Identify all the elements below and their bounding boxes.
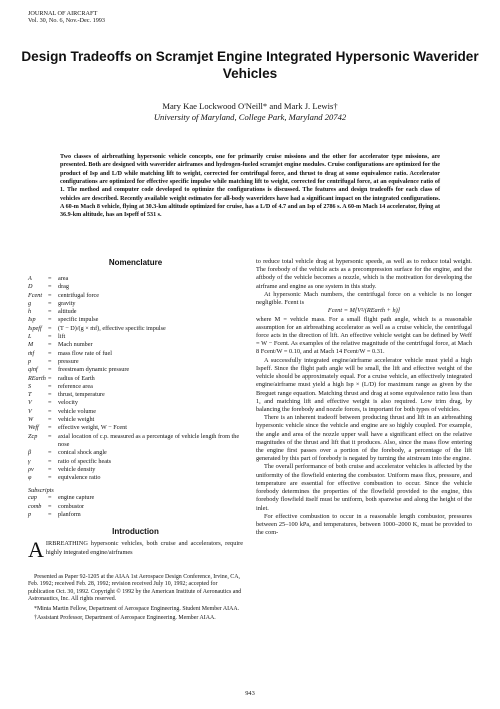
nomenclature-definition: altitude [58,308,77,316]
equals-sign: = [48,502,52,510]
equals-sign: = [48,316,52,324]
nomenclature-heading: Nomenclature [108,258,163,267]
nomenclature-entry [28,424,243,432]
paragraph: The overall performance of both cruise and accelerator vehicles is affected by the uniformity of the flowfield entering the combustor. Uniform mass flux, pressure, and temperature are essential for effective combustion to occur. Since the vehicle forebody determines the properties of the flowfield provided to the engine, this forebody flowfield itself must be uniform, both spanwise and along the height of the inlet. [256,463,472,512]
nomenclature-symbol: V [28,399,32,407]
nomenclature-definition: gravity [58,299,76,307]
author-block [20,101,480,123]
left-column [28,258,243,563]
nomenclature-symbol: W [28,416,34,424]
nomenclature-definition: velocity [58,399,78,407]
nomenclature-entry [28,292,243,300]
nomenclature-symbol: γ [28,457,31,465]
nomenclature-definition: drag [58,283,69,291]
nomenclature-symbol: ṁf [28,349,35,357]
nomenclature-entry [28,494,243,502]
nomenclature-entry [28,458,243,466]
equals-sign: = [48,424,52,432]
nomenclature-definition: vehicle weight [58,416,95,424]
nomenclature-entry [28,466,243,474]
journal-header [28,10,105,25]
equals-sign: = [48,511,52,519]
nomenclature-definition: (T − D)/(g × ṁf), effective specific impulse [58,324,166,332]
nomenclature-definition: vehicle volume [58,407,96,415]
nomenclature-entry [28,358,243,366]
equals-sign: = [48,299,52,307]
nomenclature-symbol: Weff [28,424,39,432]
nomenclature-definition: engine capture [58,494,95,502]
nomenclature-symbol: D [28,283,33,291]
nomenclature-definition: Mach number [58,341,93,349]
footnotes [28,574,243,624]
equals-sign: = [48,407,52,415]
nomenclature-definition: lift [58,333,66,341]
nomenclature-entry [28,399,243,407]
nomenclature-entry [28,474,243,482]
nomenclature-definition: axial location of c.p. measured as a percentage of vehicle length from the nose [58,432,240,448]
nomenclature-entry [28,366,243,374]
nomenclature-entry [28,325,243,333]
nomenclature-symbol: V [28,407,32,415]
equals-sign: = [48,391,52,399]
nomenclature-symbol: Zcp [28,432,38,440]
equals-sign: = [48,349,52,357]
nomenclature-entry [28,275,243,283]
nomenclature-definition: freestream dynamic pressure [58,366,130,374]
paper-title: Design Tradeoffs on Scramjet Engine Integrated Hypersonic Waverider Vehicles [21,49,479,81]
equals-sign: = [48,494,52,502]
authors: Mary Kae Lockwood O'Neill* and Mark J. Lewis† [162,101,338,111]
equals-sign: = [48,308,52,316]
nomenclature-definition: conical shock angle [58,449,107,457]
nomenclature-symbol: p [28,357,32,365]
page-number: 943 [245,690,255,697]
nomenclature-definition: reference area [58,382,93,390]
introduction-text [28,537,243,563]
nomenclature-symbol: Fcent [28,291,43,299]
nomenclature-entry [28,391,243,399]
equals-sign: = [48,291,52,299]
nomenclature-entry [28,283,243,291]
abstract: Two classes of airbreathing hypersonic vehicle concepts, one for primarily cruise missions and the other for accelerator type missions, are presented. Both are designed with waverider airframes and hydrogen-fueled scramjet engine modules. Cruise configurations are optimized for the product of Isp and L/D while matching lift to weight, corrected for centrifugal force, and thrust to drag at some equivalence ratio. Accelerator configurations are optimized for effective specific impulse while matching lift to weight, corrected for centrifugal force, at an equivalence ratio of 1. The method and computer code developed to optimize the configurations is discussed. The features and design tradeoffs for each class of vehicles are described. Recently available weight estimates for all-body waveriders have had a significant impact on the integrated configurations. A 60-m Mach 8 vehicle, flying at 30.3-km altitude optimized for cruise, has a L/D of 4.7 and an Isp of 2786 s. A 60-m Mach 14 accelerator, flying at 36.9-km altitude, has an Ispeff of 531 s. [60,154,440,219]
nomenclature-symbol: φ [28,474,32,482]
footnote-author1: *Minta Martin Fellow, Department of Aerospace Engineering. Student Member AIAA. [34,605,240,612]
nomenclature-symbol: g [28,299,32,307]
nomenclature-entry [28,408,243,416]
paragraph: At hypersonic Mach numbers, the centrifugal force on a vehicle is no longer negligible. Fcent is [256,290,472,307]
nomenclature-entry [28,375,243,383]
nomenclature-definition: mass flow rate of fuel [58,349,112,357]
nomenclature-definition: planform [58,511,81,519]
subscripts-list [28,494,243,519]
equals-sign: = [48,399,52,407]
nomenclature-definition: thrust, temperature [58,391,105,399]
nomenclature-symbol: comb [28,502,42,510]
equals-sign: = [48,333,52,341]
affiliation: University of Maryland, College Park, Maryland 20742 [153,112,347,122]
equals-sign: = [48,357,52,365]
introduction-heading: Introduction [112,527,159,537]
equals-sign: = [48,449,52,457]
nomenclature-symbol: T [28,391,32,399]
equals-sign: = [48,374,52,382]
equals-sign: = [48,432,52,440]
nomenclature-definition: vehicle density [58,465,96,473]
nomenclature-symbol: qinf [28,366,38,374]
journal-issue: Vol. 30, No. 6, Nov.-Dec. 1993 [28,17,105,25]
nomenclature-definition: ratio of specific heats [58,457,112,465]
equals-sign: = [48,457,52,465]
nomenclature-entry [28,449,243,457]
nomenclature-entry [28,416,243,424]
paragraph: For effective combustion to occur in a reasonable length combustor, pressures between 25–100 kPa, and temperatures, between 1000–2000 K, must be provided to the com- [256,512,472,537]
nomenclature-entry [28,503,243,511]
nomenclature-definition: effective weight, W − Fcent [58,424,127,432]
nomenclature-definition: area [58,275,69,282]
equals-sign: = [48,275,52,282]
nomenclature-symbol: Ispeff [28,324,42,332]
equals-sign: = [48,382,52,390]
nomenclature-symbol: p [28,511,32,519]
equals-sign: = [48,474,52,482]
nomenclature-entry [28,333,243,341]
introduction-body: IRBREATHING hypersonic vehicles, both cruise and accelerators, require highly integrated engine/airframes [45,540,243,556]
nomenclature-definition: specific impulse [58,316,99,324]
nomenclature-entry [28,383,243,391]
equals-sign: = [48,366,52,374]
paragraph: to reduce total vehicle drag at hypersonic speeds, as well as to reduce total weight. The forebody of the vehicle acts as a precompression surface for the engine, and the aftbody of the vehicle becomes a nozzle, which is the motivation for developing the airframe and engine as one system in this study. [256,258,472,290]
nomenclature-symbol: β [28,449,32,457]
paragraph: A successfully integrated engine/airframe accelerator vehicle must yield a high Ispeff. Since the flight path angle will be small, the lift and effective weight of the vehicle should be approximately equal. For a cruise vehicle, an effectively integrated engine/airframe must yield a high Isp × (L/D) for maximum range as given by the Breguet range equation. Matching thrust and drag at some equivalence ratio less than 1, and matching lift and effective weight is also required. Low trim drag, by balancing the forebody and nozzle forces, is important for both types of vehicles. [256,356,472,413]
equals-sign: = [48,324,52,332]
journal-name: JOURNAL OF AIRCRAFT [28,10,98,17]
nomenclature-definition: equivalence ratio [58,474,101,482]
centrifugal-force-equation: Fcent = M[V²/(REarth + h)] [327,307,401,315]
nomenclature-definition: centrifugal force [58,291,100,299]
nomenclature-symbol: ρv [28,465,34,473]
paragraph: where M = vehicle mass. For a small flight path angle, which is a reasonable assumption for an airbreathing accelerator as well as a cruise vehicle, the centrifugal force acts in the direction of lift. An effective vehicle weight can be defined by Weff = W − Fcent. As examples of the relative magnitude of the centrifugal force, at Mach 8 Fcent/W = 0.10, and at Mach 14 Fcent/W = 0.31. [256,315,472,356]
nomenclature-symbol: REarth [28,374,46,382]
nomenclature-symbol: L [28,333,32,341]
nomenclature-symbol: h [28,308,32,316]
nomenclature-entry [28,433,243,450]
nomenclature-entry [28,350,243,358]
equals-sign: = [48,465,52,473]
nomenclature-entry [28,300,243,308]
paragraph: There is an inherent tradeoff between producing thrust and lift in an airbreathing hypersonic vehicle since the vehicle and engine are so highly coupled. For example, the angle and area of the nozzle upper wall have a significant effect on the relative magnitudes of the thrust and lift that it produces. Also, since the mass flow entering the engine first passes over a portion of the forebody, a percentage of the lift generated by this part of forebody is negated by turning the airstream into the engine. [256,414,472,463]
nomenclature-symbol: M [28,341,34,349]
nomenclature-symbol: S [28,382,32,390]
drop-cap: A [28,537,44,563]
nomenclature-symbol: Isp [28,316,36,324]
nomenclature-entry [28,308,243,316]
nomenclature-list [28,275,243,482]
equals-sign: = [48,341,52,349]
footnote-author2: †Assistant Professor, Department of Aerospace Engineering. Member AIAA. [34,615,216,622]
nomenclature-definition: pressure [58,357,79,365]
footnote-presented: Presented as Paper 92-1205 at the AIAA 1st Aerospace Design Conference, Irvine, CA, Feb. 1992; received Feb. 28, 1992; revision received July 10, 1992; accepted for publication Oct. 30, 1992. Copyright © 1992 by the American Institute of Aeronautics and Astronautics, Inc. All rights reserved. [28,574,242,603]
equals-sign: = [48,283,52,291]
subscripts-heading: Subscripts [28,487,54,495]
right-column [256,258,472,537]
nomenclature-entry [28,341,243,349]
nomenclature-entry [28,511,243,519]
nomenclature-symbol: cap [28,494,37,502]
nomenclature-entry [28,316,243,324]
nomenclature-definition: radius of Earth [58,374,95,382]
equals-sign: = [48,416,52,424]
nomenclature-symbol: A [28,275,32,282]
nomenclature-definition: combustor [58,502,85,510]
